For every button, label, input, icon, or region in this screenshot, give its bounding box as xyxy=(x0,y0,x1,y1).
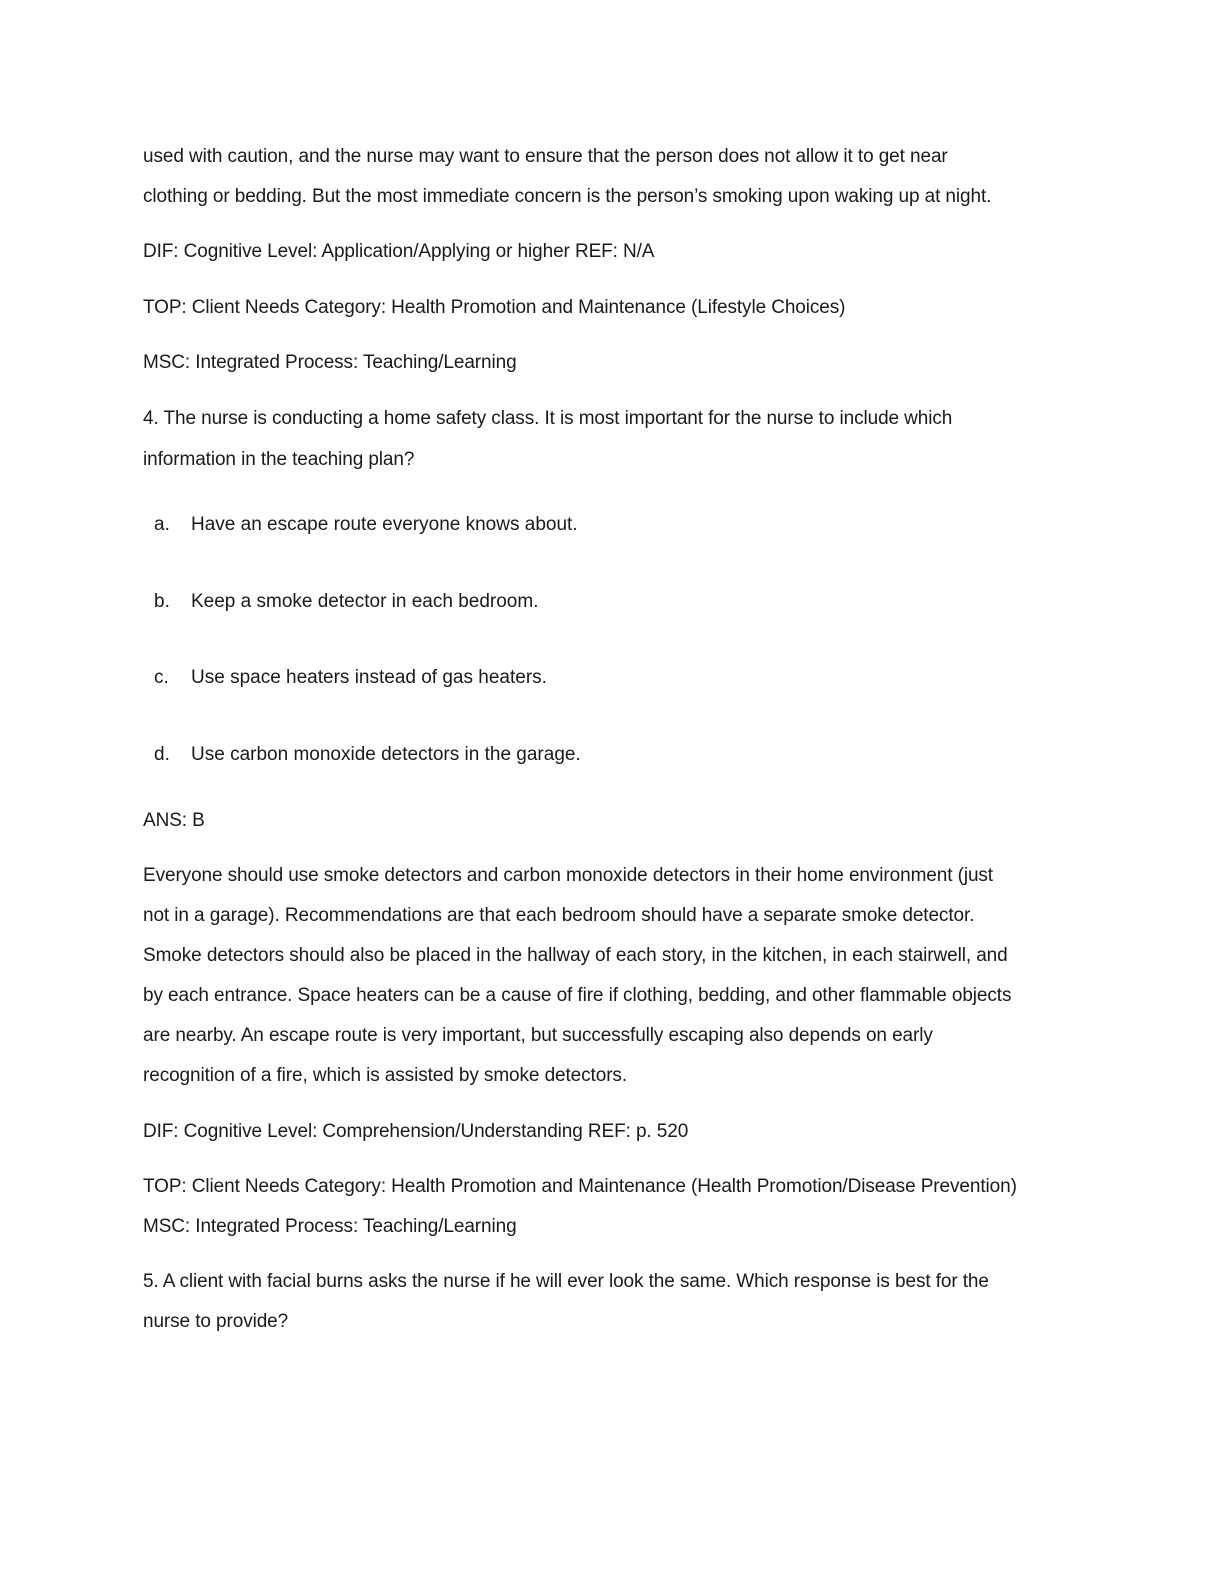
q4-stem-line-1: 4. The nurse is conducting a home safety class. It is most important for the nurse to include which xyxy=(143,408,953,429)
q4-rationale-line-4: by each entrance. Space heaters can be a cause of fire if clothing, bedding, and other flammable objects xyxy=(143,985,1012,1006)
option-text: Keep a smoke detector in each bedroom. xyxy=(191,591,539,612)
intro-line-2: clothing or bedding. But the most immediate concern is the person’s smoking upon waking up at night. xyxy=(143,186,992,207)
option-letter: c. xyxy=(154,667,169,688)
q4-msc: MSC: Integrated Process: Teaching/Learning xyxy=(143,1216,517,1237)
q4-top: TOP: Client Needs Category: Health Promotion and Maintenance (Health Promotion/Disease Prevention) xyxy=(143,1176,1017,1197)
option-letter: d. xyxy=(154,744,170,765)
option-text: Have an escape route everyone knows about. xyxy=(191,514,578,535)
option-text: Use carbon monoxide detectors in the garage. xyxy=(191,744,581,765)
option-text: Use space heaters instead of gas heaters. xyxy=(191,667,547,688)
q4-rationale-line-5: are nearby. An escape route is very important, but successfully escaping also depends on early xyxy=(143,1025,933,1046)
q4-rationale-line-1: Everyone should use smoke detectors and carbon monoxide detectors in their home environment (just xyxy=(143,865,993,886)
q4-rationale-line-3: Smoke detectors should also be placed in the hallway of each story, in the kitchen, in each stairwell, and xyxy=(143,945,1008,966)
q5-stem-line-2: nurse to provide? xyxy=(143,1311,289,1332)
q4-answer: ANS: B xyxy=(143,810,205,831)
q4-rationale-line-6: recognition of a fire, which is assisted by smoke detectors. xyxy=(143,1065,628,1086)
q3-dif: DIF: Cognitive Level: Application/Applying or higher REF: N/A xyxy=(143,241,655,262)
q4-stem-line-2: information in the teaching plan? xyxy=(143,449,415,470)
intro-line-1: used with caution, and the nurse may want to ensure that the person does not allow it to get near xyxy=(143,146,948,167)
q4-rationale-line-2: not in a garage). Recommendations are that each bedroom should have a separate smoke detector. xyxy=(143,905,975,926)
option-letter: a. xyxy=(154,514,170,535)
q5-stem-line-1: 5. A client with facial burns asks the nurse if he will ever look the same. Which response is best for the xyxy=(143,1271,989,1292)
option-letter: b. xyxy=(154,591,170,612)
q4-dif: DIF: Cognitive Level: Comprehension/Understanding REF: p. 520 xyxy=(143,1121,689,1142)
q3-msc: MSC: Integrated Process: Teaching/Learning xyxy=(143,352,517,373)
q3-top: TOP: Client Needs Category: Health Promotion and Maintenance (Lifestyle Choices) xyxy=(143,297,846,318)
